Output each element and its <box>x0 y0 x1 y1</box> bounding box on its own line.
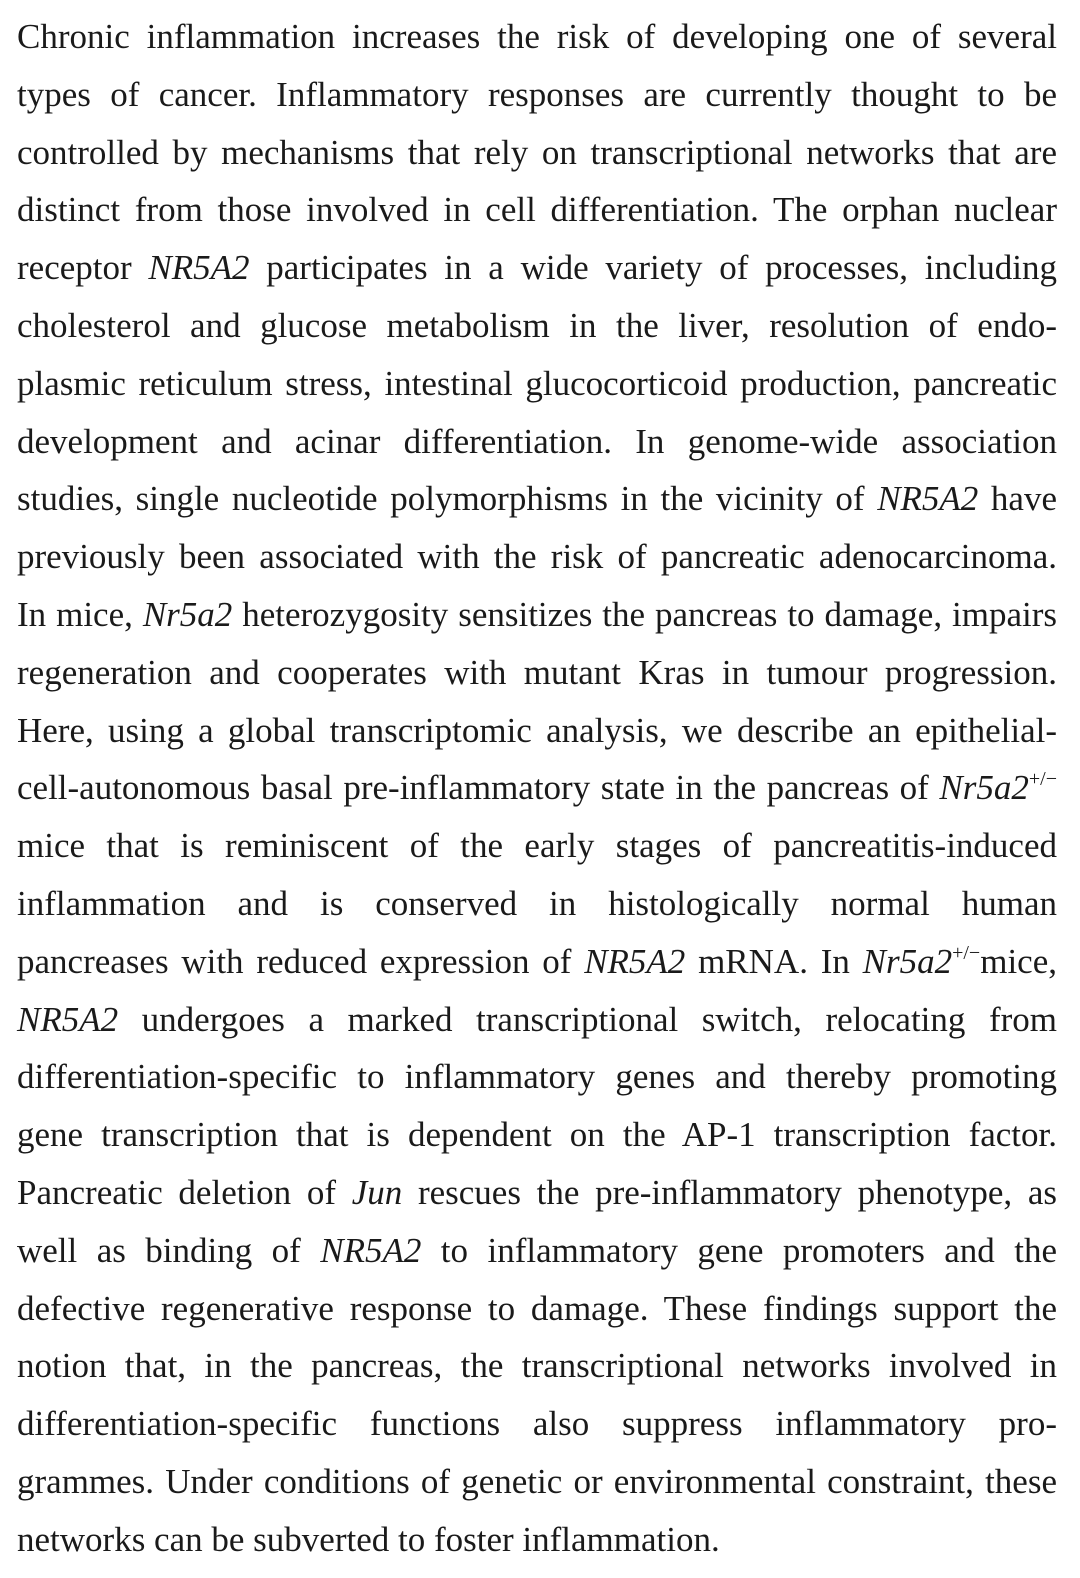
abstract-line <box>17 355 1057 413</box>
text-run: plasmic reticulum stress, intestinal glucocorticoid production, pancreatic <box>17 363 1057 403</box>
text-run: mice that is reminiscent of the early stages of pancreatitis-induced <box>17 826 1057 866</box>
text-run: have <box>978 479 1058 519</box>
abstract-line <box>17 933 1057 991</box>
abstract-line <box>17 1164 1057 1222</box>
text-run: cell-autonomous basal pre-inflammatory state in the pancreas of <box>17 768 940 808</box>
text-run: cholesterol and glucose metabolism in the liver, resolution of endo- <box>17 305 1057 345</box>
abstract-line <box>17 1222 1057 1280</box>
text-run: Here, using a global transcriptomic analysis, we describe an epithelial- <box>17 710 1057 750</box>
text-run: well as binding of <box>17 1230 321 1270</box>
text-run: mRNA. In <box>685 941 863 981</box>
genotype-superscript: +/− <box>952 941 981 964</box>
gene-name-italic: Nr5a2 <box>862 941 953 981</box>
text-run: gene transcription that is dependent on the AP-1 transcription factor. <box>17 1115 1057 1155</box>
text-run: pancreases with reduced expression of <box>17 941 585 981</box>
abstract-line <box>17 702 1057 760</box>
abstract-line <box>17 1106 1057 1164</box>
text-run: distinct from those involved in cell differentiation. The orphan nuclear <box>17 190 1057 230</box>
text-run: to inflammatory gene promoters and the <box>421 1230 1057 1270</box>
text-run: notion that, in the pancreas, the transcriptional networks involved in <box>17 1346 1057 1386</box>
abstract-line <box>17 66 1057 124</box>
text-run: rescues the pre-inflammatory phenotype, as <box>402 1172 1057 1212</box>
text-run: participates in a wide variety of processes, including <box>249 248 1057 288</box>
text-run: development and acinar differentiation. In genome-wide association <box>17 421 1057 461</box>
gene-name-italic: NR5A2 <box>584 941 686 981</box>
text-run: receptor <box>17 248 149 288</box>
text-run: inflammation and is conserved in histologically normal human <box>17 883 1057 923</box>
abstract-line <box>17 1280 1057 1338</box>
abstract-line <box>17 8 1057 66</box>
abstract-line <box>17 181 1057 239</box>
text-run: defective regenerative response to damage. These findings support the <box>17 1288 1057 1328</box>
text-run: Pancreatic deletion of <box>17 1172 352 1212</box>
abstract-line <box>17 875 1057 933</box>
abstract-line <box>17 991 1057 1049</box>
abstract-line <box>17 1048 1057 1106</box>
text-run: types of cancer. Inflammatory responses are currently thought to be <box>17 74 1057 114</box>
gene-name-italic: Nr5a2 <box>142 594 233 634</box>
text-run: networks can be subverted to foster inflammation. <box>17 1519 720 1559</box>
gene-name-italic: Jun <box>351 1172 403 1212</box>
abstract-text-block <box>17 8 1057 1569</box>
abstract-line <box>17 124 1057 182</box>
abstract-line <box>17 297 1057 355</box>
gene-name-italic: NR5A2 <box>877 479 979 519</box>
abstract-line <box>17 759 1057 817</box>
gene-name-italic: NR5A2 <box>320 1230 422 1270</box>
text-run: undergoes a marked transcriptional switch, relocating from <box>118 999 1057 1039</box>
gene-name-italic: Nr5a2 <box>939 768 1029 808</box>
abstract-line <box>17 1337 1057 1395</box>
abstract-line <box>17 586 1057 644</box>
text-run: differentiation-specific functions also suppress inflammatory pro- <box>17 1404 1057 1444</box>
abstract-line <box>17 470 1057 528</box>
text-run: regeneration and cooperates with mutant Kras in tumour progression. <box>17 652 1057 692</box>
text-run: differentiation-specific to inflammatory genes and thereby promoting <box>17 1057 1057 1097</box>
abstract-line <box>17 644 1057 702</box>
text-run: Chronic inflammation increases the risk of developing one of several <box>17 17 1057 56</box>
text-run: grammes. Under conditions of genetic or environmental constraint, these <box>17 1461 1057 1501</box>
abstract-line <box>17 1453 1057 1511</box>
text-run: heterozygosity sensitizes the pancreas to damage, impairs <box>232 594 1057 634</box>
text-run: mice, <box>980 941 1057 981</box>
abstract-line <box>17 1395 1057 1453</box>
abstract-line <box>17 239 1057 297</box>
text-run: In mice, <box>17 594 143 634</box>
gene-name-italic: NR5A2 <box>17 999 119 1039</box>
abstract-line <box>17 817 1057 875</box>
text-run: studies, single nucleotide polymorphisms in the vicinity of <box>17 479 878 519</box>
text-run: previously been associated with the risk of pancreatic adenocarcinoma. <box>17 537 1057 577</box>
gene-name-italic: NR5A2 <box>148 248 250 288</box>
text-run: controlled by mechanisms that rely on transcriptional networks that are <box>17 132 1057 172</box>
abstract-line <box>17 528 1057 586</box>
abstract-line <box>17 413 1057 471</box>
abstract-line <box>17 1511 1057 1569</box>
genotype-superscript: +/− <box>1028 768 1057 791</box>
